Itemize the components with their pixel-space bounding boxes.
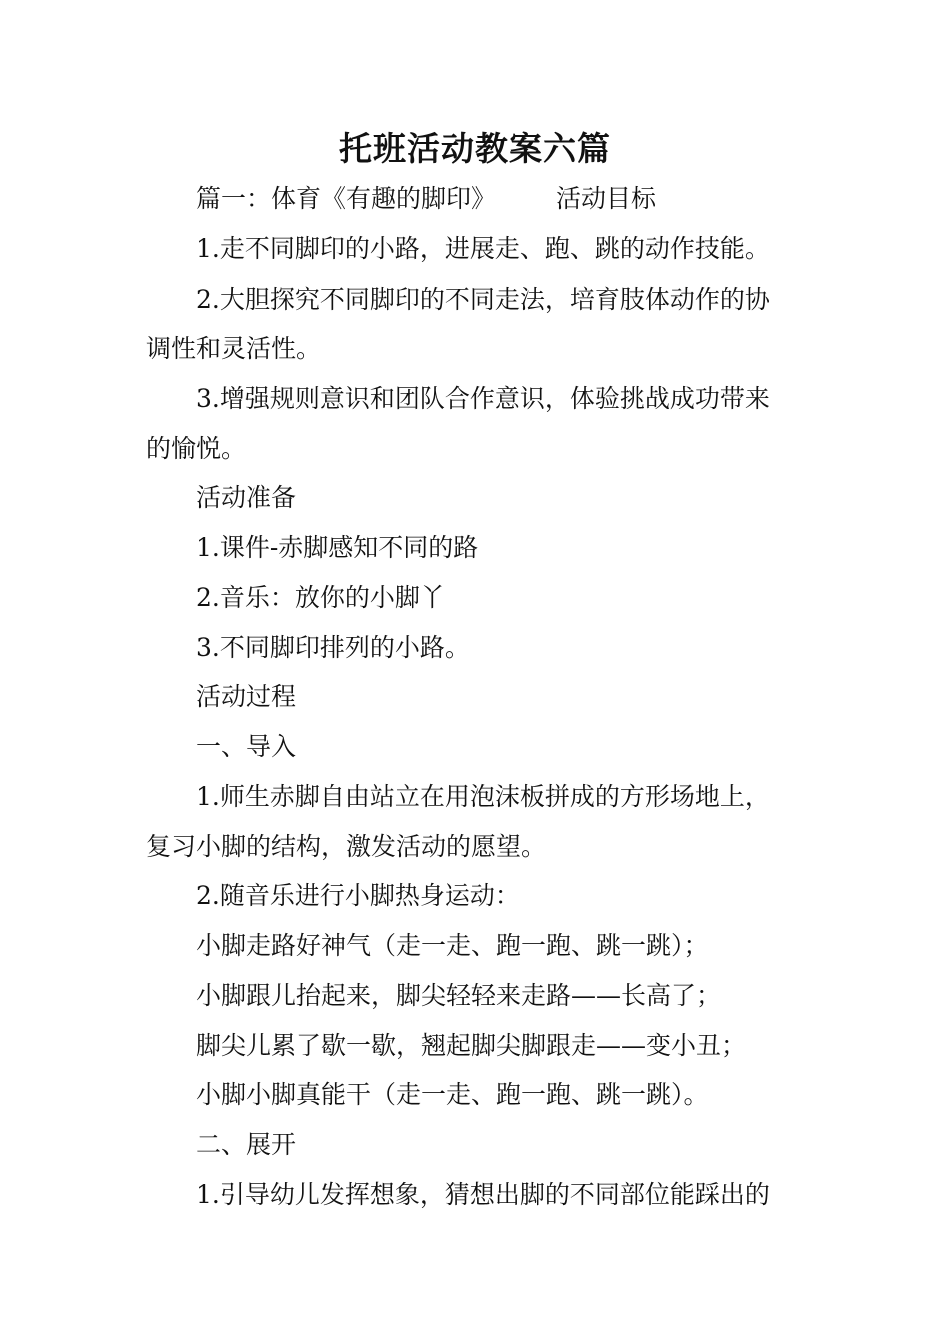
rhyme-line: 小脚小脚真能干（走一走、跑一跑、跳一跳）。 (196, 1080, 709, 1109)
paragraph-line: 1.师生赤脚自由站立在用泡沫板拼成的方形场地上， (196, 782, 770, 811)
section-heading: 活动准备 (196, 483, 297, 512)
paragraph-line: 3.不同脚印排列的小路。 (196, 633, 470, 662)
paragraph-line: 2.大胆探究不同脚印的不同走法，培育肢体动作的协 (196, 285, 770, 314)
paragraph-line: 2.随音乐进行小脚热身运动： (196, 881, 520, 910)
paragraph-line: 1.课件-赤脚感知不同的路 (196, 533, 479, 562)
section-subheading: 活动目标 (556, 184, 657, 213)
paragraph-line: 的愉悦。 (146, 434, 247, 463)
paragraph-line: 调性和灵活性。 (146, 334, 322, 363)
section-heading-line (196, 182, 656, 216)
section-heading: 篇一：体育《有趣的脚印》 (196, 184, 497, 213)
paragraph-line: 1.走不同脚印的小路，进展走、跑、跳的动作技能。 (196, 234, 770, 263)
paragraph-line: 3.增强规则意识和团队合作意识，体验挑战成功带来 (196, 384, 770, 413)
section-heading: 一、导入 (196, 732, 297, 761)
section-heading: 活动过程 (196, 682, 297, 711)
paragraph-line: 复习小脚的结构，激发活动的愿望。 (146, 832, 547, 861)
document-title: 托班活动教案六篇 (339, 129, 611, 168)
rhyme-line: 小脚走路好神气（走一走、跑一跑、跳一跳）； (196, 931, 709, 960)
paragraph-line: 2.音乐：放你的小脚丫 (196, 583, 445, 612)
rhyme-line: 小脚跟儿抬起来，脚尖轻轻来走路——长高了； (196, 981, 722, 1010)
section-heading: 二、展开 (196, 1130, 297, 1159)
rhyme-line: 脚尖儿累了歇一歇，翘起脚尖脚跟走——变小丑； (196, 1031, 747, 1060)
paragraph-line: 1.引导幼儿发挥想象，猜想出脚的不同部位能踩出的 (196, 1180, 770, 1209)
